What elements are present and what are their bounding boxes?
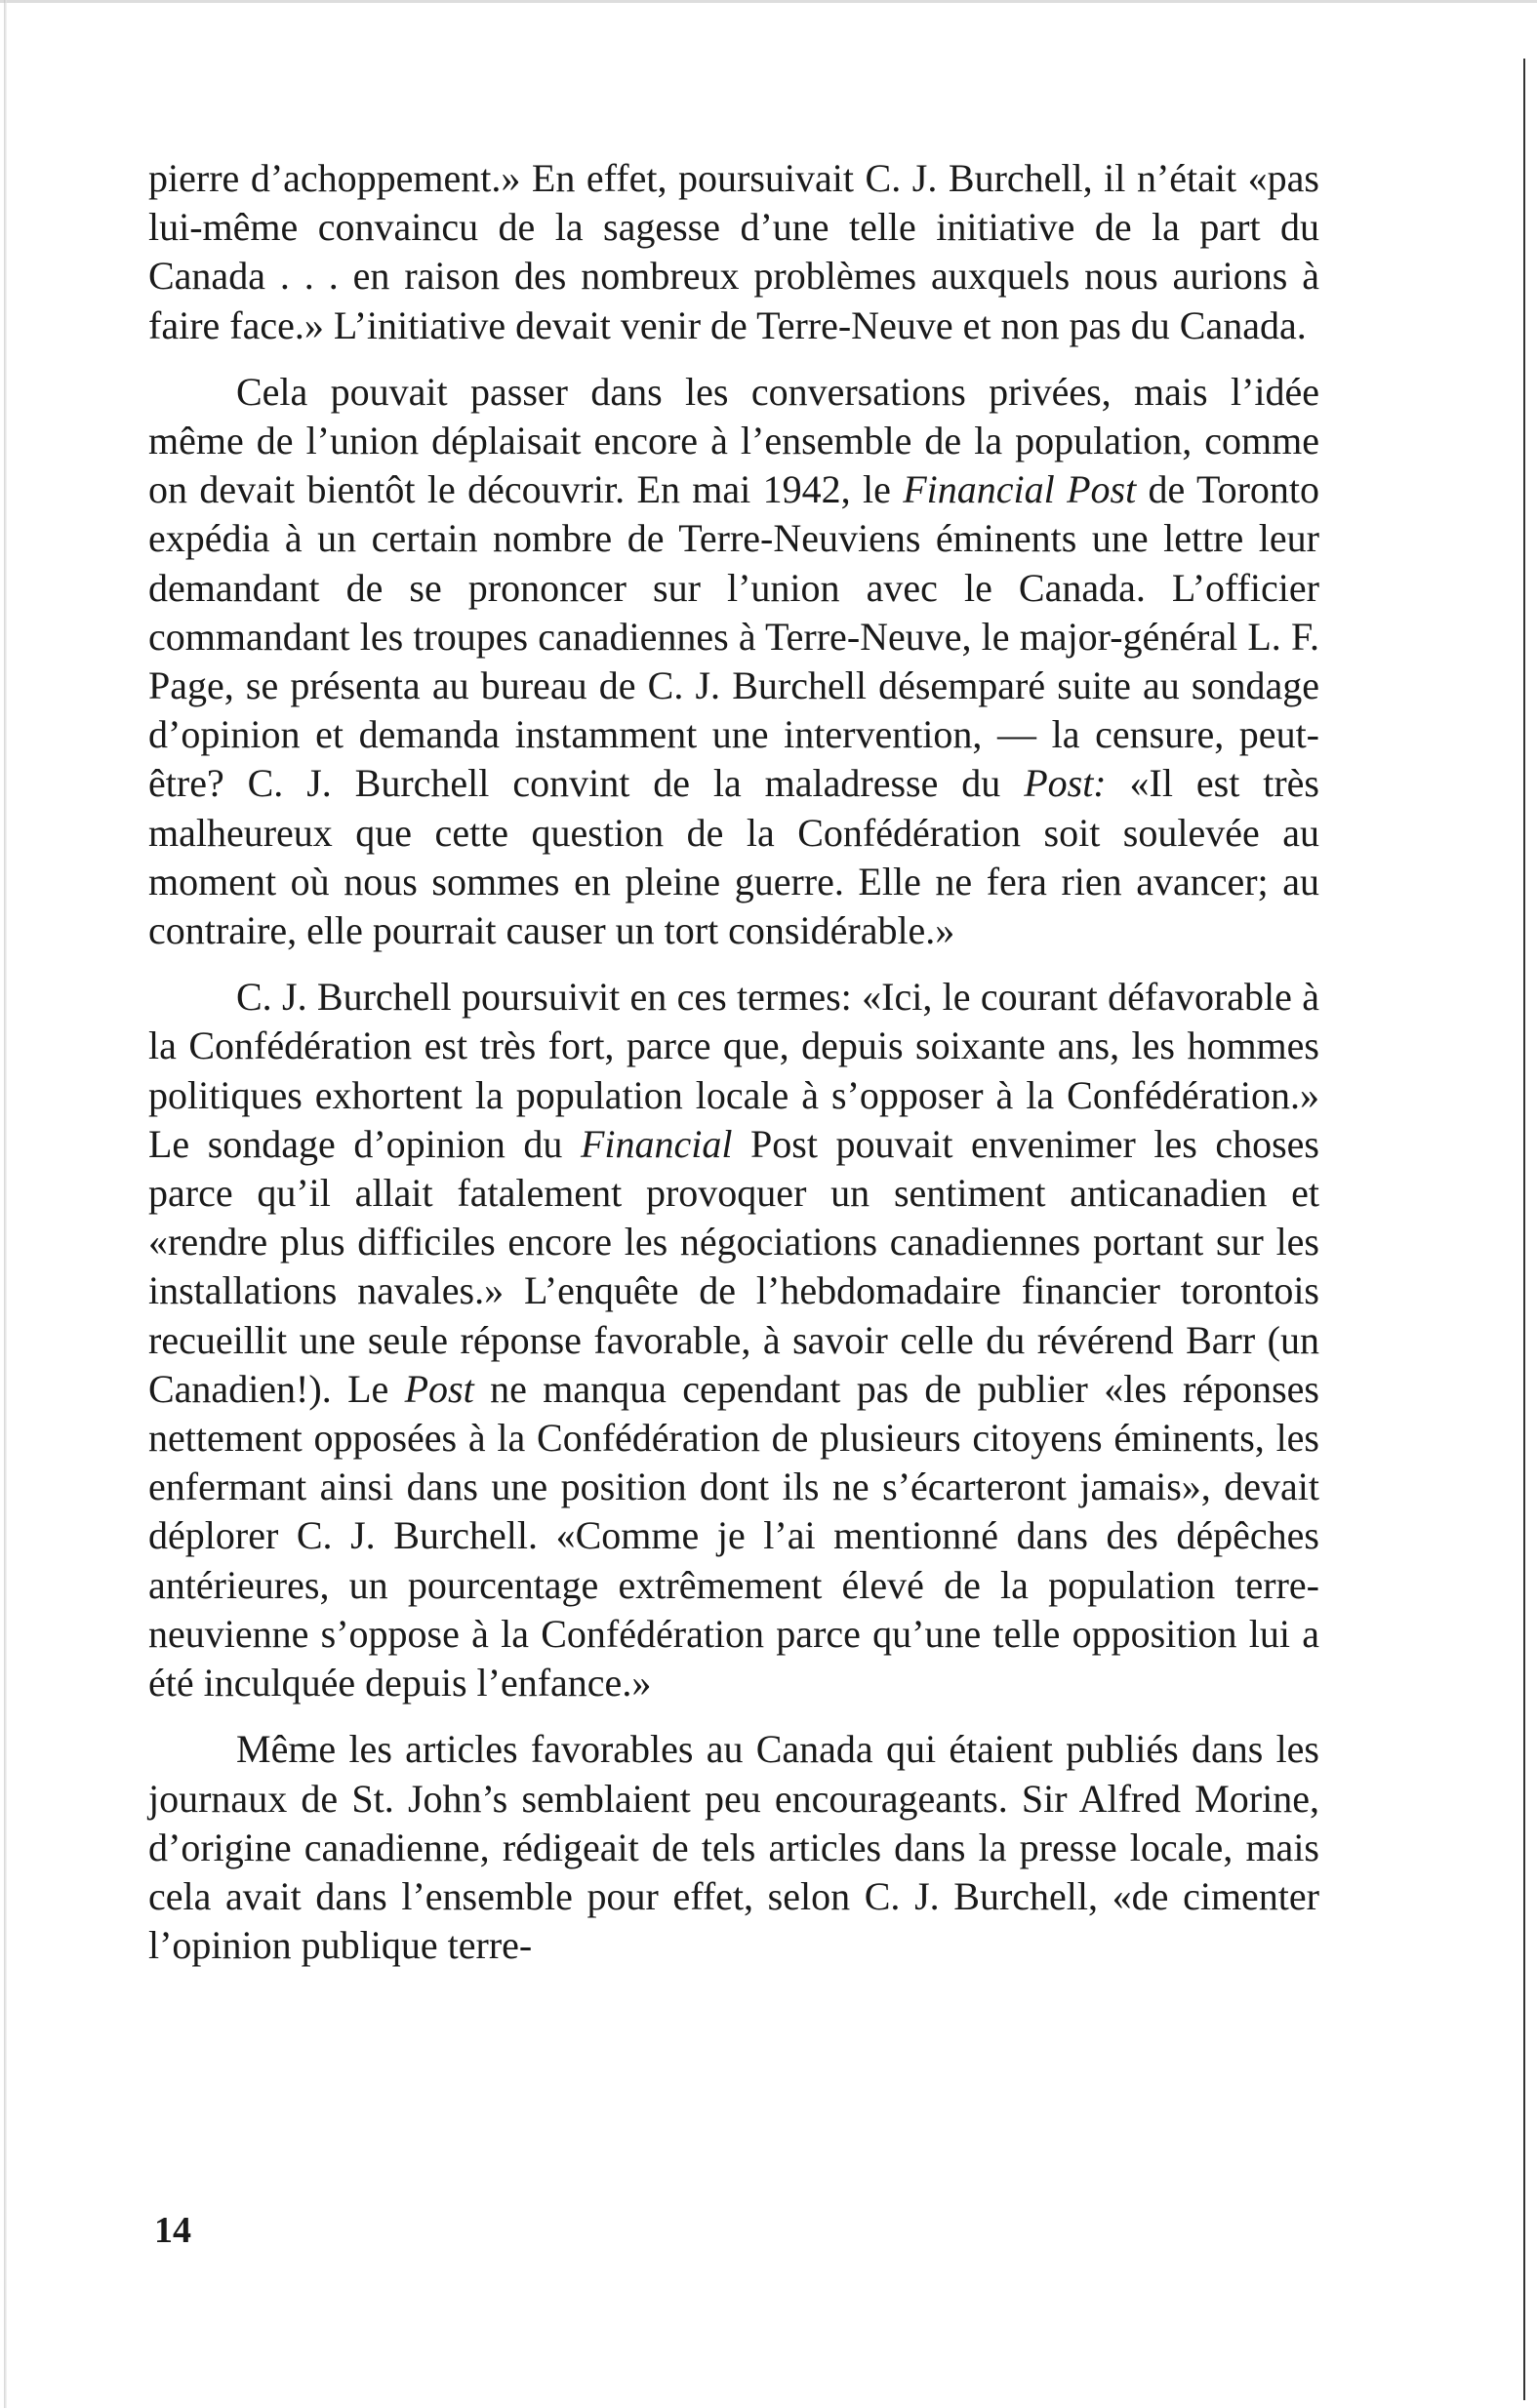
page-top-edge xyxy=(0,0,1537,3)
paragraph-4-run-1: Même les articles favorables au Canada qui étaient publiés dans les journaux de St. John’s semblaient peu encourageants. Sir Alfred Morine, d’origine canadienne, rédigeait de tels articles dans la presse locale, mais cela avait dans l’ensemble pour effet, selon C. J. Burchell, «de cimenter l’opinion publique terre- xyxy=(148,1727,1319,1968)
page-left-edge xyxy=(4,0,7,2408)
paragraph-2-run-4: Post: xyxy=(1024,761,1107,806)
paragraph-3 xyxy=(148,973,1319,1707)
paragraph-1 xyxy=(148,154,1319,350)
paragraph-2 xyxy=(148,368,1319,955)
paragraph-4 xyxy=(148,1725,1319,1970)
page-right-edge xyxy=(1523,59,1525,2400)
paragraph-3-run-1: C. J. Burchell poursuivit en ces termes: «Ici, le courant défavorable à la Confédération est très fort, parce que, depuis soixante ans, les hommes politiques exhortent la population locale à s’opposer à la Confédération.» Le sondage d’opinion du xyxy=(148,975,1319,1166)
paragraph-2-run-5: «Il est très malheureux que cette question de la Confédération soit soulevée au moment où nous sommes en pleine guerre. Elle ne fera rien avancer; au contraire, elle pourrait causer un tort considérable.» xyxy=(148,761,1319,953)
paragraph-2-run-1: Cela pouvait passer dans les conversations privées, mais l’idée même de l’union déplaisait encore à l’ensemble de la population, comme on devait bientôt le découvrir. En mai 1942, le xyxy=(148,369,1319,512)
paragraph-3-run-4: Post xyxy=(404,1366,474,1411)
paragraph-3-run-5: ne manqua cependant pas de publier «les réponses nettement opposées à la Confédération de plusieurs citoyens éminents, les enfermant ainsi dans une position dont ils ne s’écarteront jamais», devait déplorer C. J. Burchell. «Comme je l’ai mentionné dans des dépêches antérieures, un pourcentage extrêmement élevé de la population terre-neuvienne s’oppose à la Confédération parce qu’une telle opposition lui a été inculquée depuis l’enfance.» xyxy=(148,1366,1319,1706)
paragraph-2-run-2: Financial Post xyxy=(903,467,1137,512)
paragraph-2-run-3: de Toronto expédia à un certain nombre de Terre-Neuviens éminents une lettre leur demandant de se prononcer sur l’union avec le Canada. L’officier commandant les troupes canadiennes à Terre-Neuve, le major-général L. F. Page, se présenta au bureau de C. J. Burchell désemparé suite au sondage d’opinion et demanda instamment une intervention, — la censure, peut-être? C. J. Burchell convint de la maladresse du xyxy=(148,467,1320,806)
page-number: 14 xyxy=(154,2210,191,2251)
paragraph-3-run-2: Financial xyxy=(580,1121,733,1166)
paragraph-3-run-3: Post pouvait envenimer les choses parce qu’il allait fatalement provoquer un sentiment anticanadien et «rendre plus difficiles encore les négociations canadiennes portant sur les installations navales.» L’enquête de l’hebdomadaire financier torontois recueillit une seule réponse favorable, à savoir celle du révérend Barr (un Canadien!). Le xyxy=(148,1121,1319,1411)
body-text xyxy=(148,154,1319,1987)
paragraph-1-run-1: pierre d’achoppement.» En effet, poursuivait C. J. Burchell, il n’était «pas lui-même convaincu de la sagesse d’une telle initiative de la part du Canada . . . en raison des nombreux problèmes auxquels nous aurions à faire face.» L’initiative devait venir de Terre-Neuve et non pas du Canada. xyxy=(148,156,1319,347)
